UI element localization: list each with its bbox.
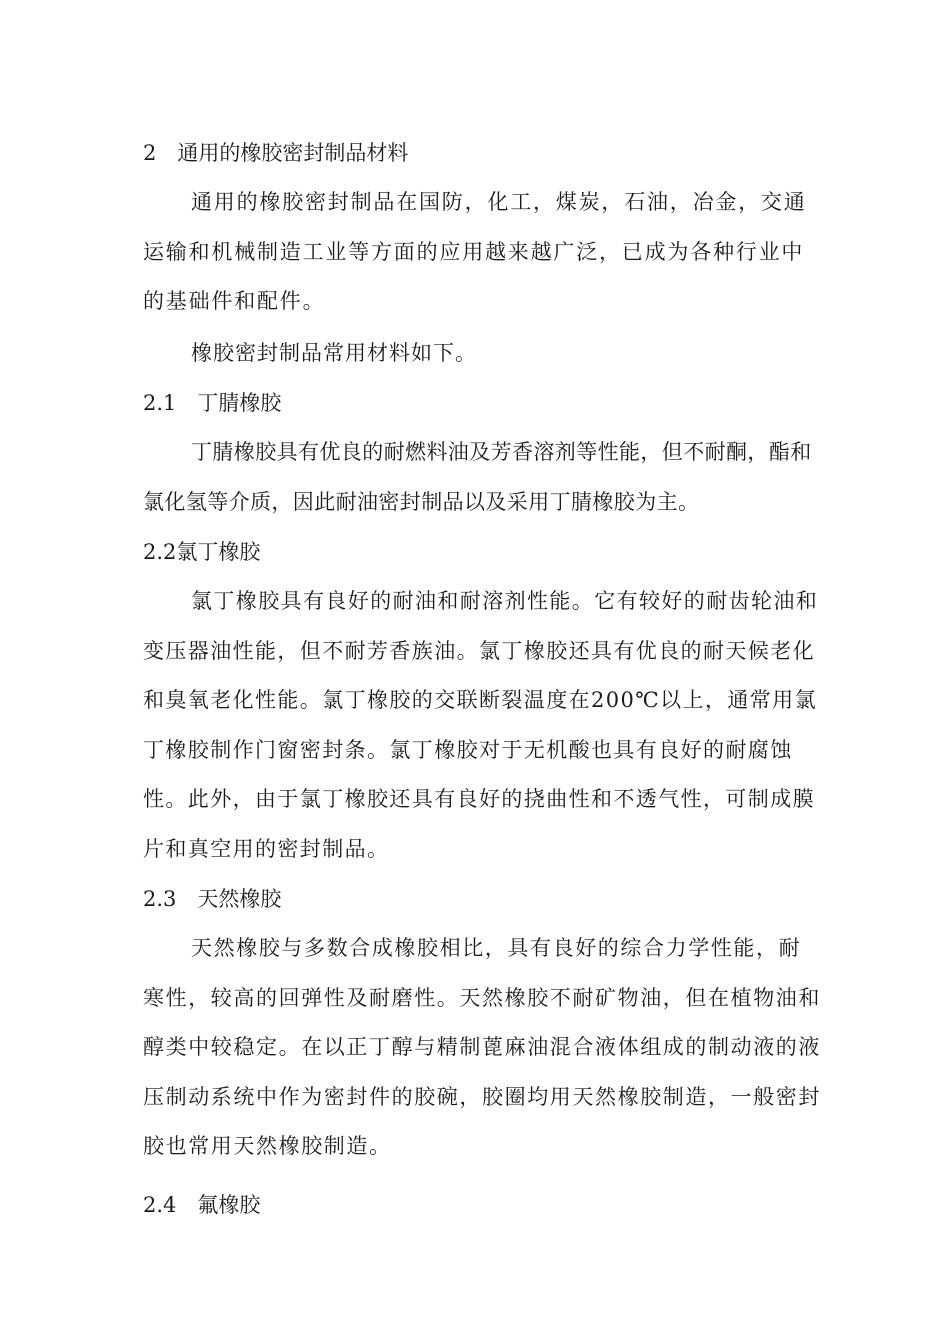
section-heading: 2 通用的橡胶密封制品材料 — [143, 141, 409, 165]
subsection-heading-nbr: 2.1 丁腈橡胶 — [143, 391, 282, 415]
subsection-heading-nr: 2.3 天然橡胶 — [143, 887, 282, 911]
list-intro-paragraph: 橡胶密封制品常用材料如下。 — [191, 340, 477, 365]
cr-paragraph: 氯丁橡胶具有良好的耐油和耐溶剂性能。它有较好的耐齿轮油和变压器油性能，但不耐芳香族油。氯丁橡胶还具有优良的耐天候老化和臭氧老化性能。氯丁橡胶的交联断裂温度在200℃以上，通常用氯丁橡胶制作门窗密封条。氯丁橡胶对于无机酸也具有良好的耐腐蚀性。此外，由于氯丁橡胶还具有良好的挠曲性和不透气性，可制成膜片和真空用的密封制品。 — [143, 589, 819, 861]
section-intro-paragraph: 通用的橡胶密封制品在国防，化工，煤炭，石油，冶金，交通运输和机械制造工业等方面的应用越来越广泛，已成为各种行业中的基础件和配件。 — [143, 190, 807, 313]
document-page — [143, 128, 823, 1230]
nbr-paragraph: 丁腈橡胶具有优良的耐燃料油及芳香溶剂等性能，但不耐酮，酯和氯化氢等介质，因此耐油密封制品以及采用丁腈橡胶为主。 — [143, 440, 812, 514]
subsection-heading-cr: 2.2氯丁橡胶 — [143, 540, 261, 564]
nr-paragraph: 天然橡胶与多数合成橡胶相比，具有良好的综合力学性能，耐寒性，较高的回弹性及耐磨性。天然橡胶不耐矿物油，但在植物油和醇类中较稳定。在以正丁醇与精制蓖麻油混合液体组成的制动液的液压制动系统中作为密封件的胶碗，胶圈均用天然橡胶制造，一般密封胶也常用天然橡胶制造。 — [143, 936, 821, 1158]
subsection-heading-fkm: 2.4 氟橡胶 — [143, 1192, 261, 1217]
